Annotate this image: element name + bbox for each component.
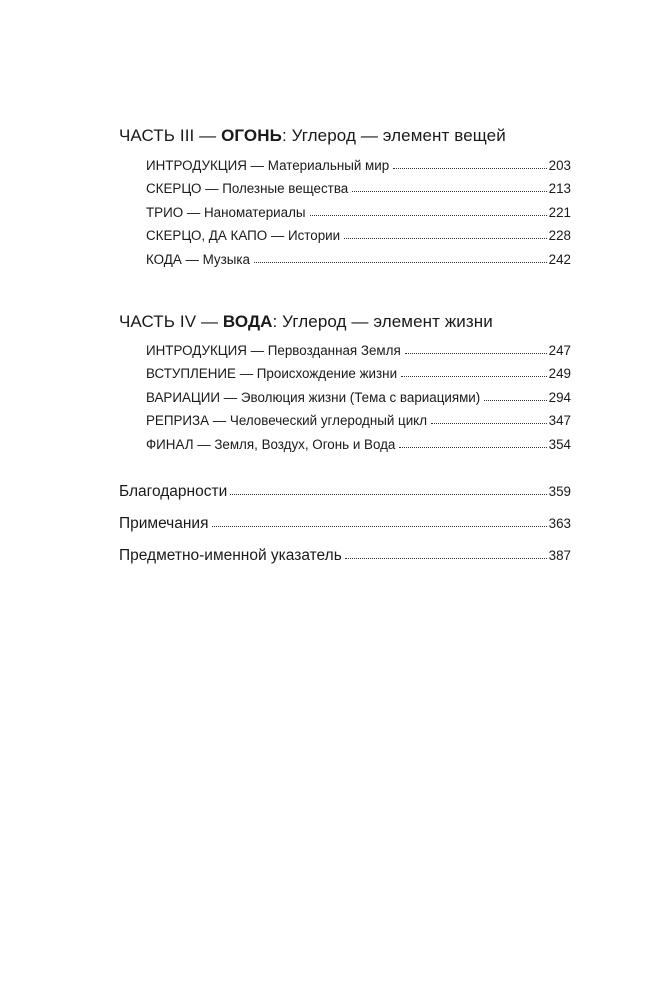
table-of-contents (119, 126, 571, 564)
part-three-entries (119, 157, 571, 274)
toc-entry-title: КОДА — Музыка (146, 251, 250, 267)
part-three-name: ОГОНЬ (221, 126, 282, 145)
toc-entry[interactable] (146, 436, 571, 459)
toc-entry-page: 247 (548, 343, 571, 358)
back-matter-page: 359 (548, 484, 571, 499)
toc-entry-page: 249 (548, 366, 571, 382)
toc-entry[interactable] (146, 204, 571, 227)
part-four-subtitle: : Углерод — элемент жизни (272, 312, 493, 331)
part-three-prefix: ЧАСТЬ III — (119, 126, 222, 145)
toc-entry[interactable] (146, 389, 571, 412)
dot-leader (401, 366, 547, 378)
back-matter-title: Предметно-именной указатель (119, 547, 342, 564)
toc-entry[interactable] (146, 365, 571, 388)
part-four-name: ВОДА (222, 312, 273, 331)
dot-leader (344, 228, 547, 240)
dot-leader (484, 390, 546, 402)
toc-entry-title: СКЕРЦО — Полезные вещества (146, 181, 349, 197)
back-matter-entry-notes[interactable] (119, 514, 571, 546)
part-four-prefix: ЧАСТЬ IV — (119, 312, 223, 331)
part-three-heading[interactable] (119, 126, 571, 148)
toc-entry-page: 294 (548, 389, 571, 405)
toc-entry-page: 221 (548, 204, 571, 220)
toc-entry-page: 242 (548, 251, 571, 267)
dot-leader (393, 158, 546, 170)
back-matter-page: 387 (548, 548, 571, 563)
dot-leader (230, 484, 546, 496)
dot-leader (310, 205, 547, 217)
toc-entry[interactable] (146, 342, 571, 365)
toc-entry-page: 228 (548, 228, 571, 244)
toc-entry-page: 213 (548, 181, 571, 197)
toc-entry-title: ВАРИАЦИИ — Эволюция жизни (Тема с вариациями) (146, 389, 481, 405)
dot-leader (431, 413, 547, 425)
toc-entry[interactable] (146, 251, 571, 274)
toc-entry[interactable] (146, 412, 571, 435)
toc-entry-title: ИНТРОДУКЦИЯ — Первозданная Земля (146, 343, 401, 358)
toc-entry-title: ИНТРОДУКЦИЯ — Материальный мир (146, 158, 390, 173)
toc-entry-page: 354 (548, 436, 571, 452)
part-three-subtitle: : Углерод — элемент вещей (281, 126, 506, 145)
back-matter-page: 363 (548, 516, 571, 531)
dot-leader (399, 437, 546, 449)
toc-entry-title: ТРИО — Наноматериалы (146, 204, 306, 220)
dot-leader (254, 252, 547, 264)
toc-entry-title: ВСТУПЛЕНИЕ — Происхождение жизни (146, 366, 398, 382)
toc-entry[interactable] (146, 227, 571, 250)
part-four-entries (119, 342, 571, 459)
back-matter-entry-acknowledgements[interactable] (119, 482, 571, 514)
back-matter-entry-index[interactable] (119, 546, 571, 578)
toc-entry-title: СКЕРЦО, ДА КАПО — Истории (146, 228, 341, 244)
toc-entry-page: 203 (548, 158, 571, 173)
dot-leader (352, 181, 546, 193)
toc-entry-title: РЕПРИЗА — Человеческий углеродный цикл (146, 413, 428, 429)
toc-entry[interactable] (146, 157, 571, 180)
dot-leader (345, 548, 547, 560)
back-matter-title: Благодарности (119, 483, 228, 500)
toc-entry-title: ФИНАЛ — Земля, Воздух, Огонь и Вода (146, 436, 396, 452)
dot-leader (212, 516, 547, 528)
back-matter-title: Примечания (119, 515, 209, 532)
part-three-section (119, 126, 571, 274)
part-four-heading[interactable] (119, 312, 571, 334)
part-four-section (119, 312, 571, 459)
toc-entry-page: 347 (548, 413, 571, 429)
dot-leader (405, 343, 547, 355)
back-matter-section (119, 482, 571, 578)
toc-entry[interactable] (146, 180, 571, 203)
